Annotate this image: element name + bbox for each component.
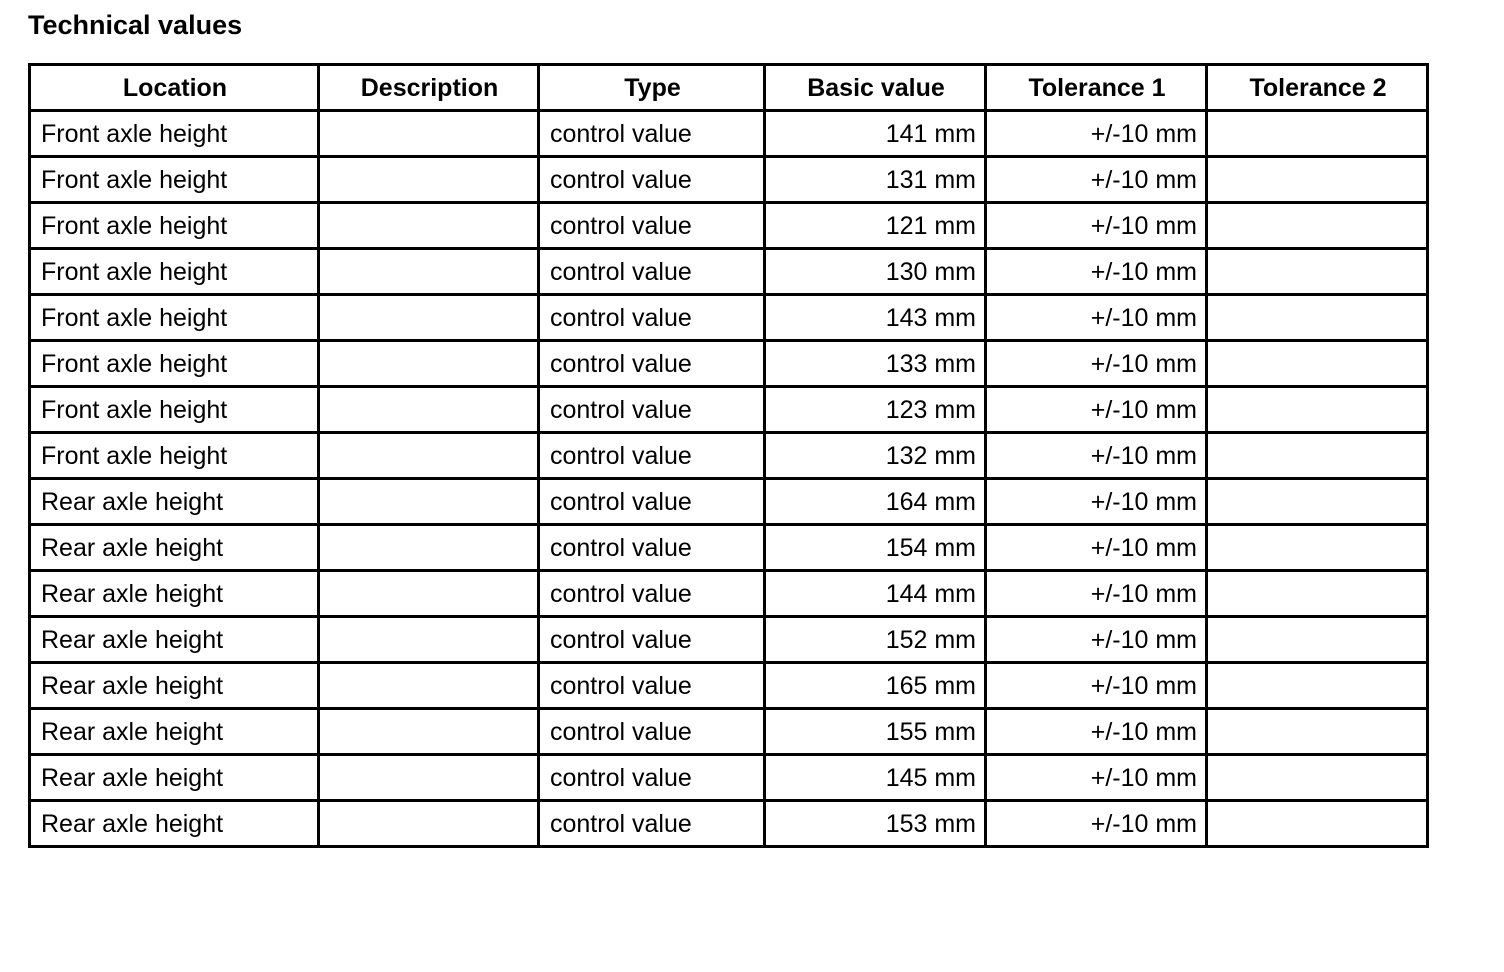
cell-description <box>319 387 539 433</box>
cell-description <box>319 617 539 663</box>
table-header <box>30 65 1428 111</box>
cell-tolerance-1: +/-10 mm <box>986 387 1207 433</box>
cell-location: Front axle height <box>30 249 319 295</box>
cell-type: control value <box>539 617 765 663</box>
header-description: Description <box>319 65 539 111</box>
cell-basic-value: 132 mm <box>765 433 986 479</box>
cell-location: Front axle height <box>30 433 319 479</box>
cell-basic-value: 155 mm <box>765 709 986 755</box>
cell-description <box>319 709 539 755</box>
cell-location: Rear axle height <box>30 525 319 571</box>
cell-basic-value: 154 mm <box>765 525 986 571</box>
cell-tolerance-2 <box>1207 249 1428 295</box>
cell-description <box>319 433 539 479</box>
cell-tolerance-2 <box>1207 203 1428 249</box>
table-row <box>30 157 1428 203</box>
cell-tolerance-1: +/-10 mm <box>986 479 1207 525</box>
table-row <box>30 755 1428 801</box>
cell-description <box>319 755 539 801</box>
cell-description <box>319 801 539 847</box>
cell-location: Front axle height <box>30 111 319 157</box>
cell-tolerance-2 <box>1207 525 1428 571</box>
cell-tolerance-2 <box>1207 709 1428 755</box>
cell-tolerance-1: +/-10 mm <box>986 709 1207 755</box>
cell-type: control value <box>539 525 765 571</box>
cell-description <box>319 249 539 295</box>
cell-type: control value <box>539 571 765 617</box>
table-row <box>30 203 1428 249</box>
cell-description <box>319 157 539 203</box>
cell-basic-value: 123 mm <box>765 387 986 433</box>
header-tolerance-1: Tolerance 1 <box>986 65 1207 111</box>
cell-basic-value: 164 mm <box>765 479 986 525</box>
cell-basic-value: 152 mm <box>765 617 986 663</box>
cell-basic-value: 121 mm <box>765 203 986 249</box>
table-row <box>30 433 1428 479</box>
cell-basic-value: 145 mm <box>765 755 986 801</box>
cell-type: control value <box>539 801 765 847</box>
cell-basic-value: 165 mm <box>765 663 986 709</box>
cell-description <box>319 295 539 341</box>
cell-basic-value: 144 mm <box>765 571 986 617</box>
cell-location: Front axle height <box>30 387 319 433</box>
cell-location: Front axle height <box>30 341 319 387</box>
cell-tolerance-1: +/-10 mm <box>986 433 1207 479</box>
cell-tolerance-2 <box>1207 157 1428 203</box>
cell-tolerance-1: +/-10 mm <box>986 801 1207 847</box>
cell-type: control value <box>539 249 765 295</box>
page-title: Technical values <box>28 10 243 40</box>
cell-basic-value: 153 mm <box>765 801 986 847</box>
cell-tolerance-2 <box>1207 433 1428 479</box>
cell-type: control value <box>539 203 765 249</box>
cell-description <box>319 571 539 617</box>
cell-tolerance-2 <box>1207 663 1428 709</box>
cell-description <box>319 341 539 387</box>
cell-type: control value <box>539 341 765 387</box>
cell-tolerance-1: +/-10 mm <box>986 341 1207 387</box>
cell-location: Rear axle height <box>30 801 319 847</box>
cell-tolerance-2 <box>1207 479 1428 525</box>
cell-location: Front axle height <box>30 157 319 203</box>
cell-type: control value <box>539 387 765 433</box>
cell-location: Rear axle height <box>30 755 319 801</box>
table-row <box>30 341 1428 387</box>
cell-tolerance-2 <box>1207 111 1428 157</box>
cell-tolerance-2 <box>1207 571 1428 617</box>
cell-tolerance-1: +/-10 mm <box>986 157 1207 203</box>
table-body <box>30 111 1428 847</box>
cell-type: control value <box>539 433 765 479</box>
table-row <box>30 249 1428 295</box>
cell-basic-value: 130 mm <box>765 249 986 295</box>
cell-tolerance-1: +/-10 mm <box>986 249 1207 295</box>
cell-description <box>319 525 539 571</box>
cell-tolerance-2 <box>1207 295 1428 341</box>
header-type: Type <box>539 65 765 111</box>
cell-basic-value: 141 mm <box>765 111 986 157</box>
header-location: Location <box>30 65 319 111</box>
cell-tolerance-1: +/-10 mm <box>986 755 1207 801</box>
cell-tolerance-2 <box>1207 387 1428 433</box>
cell-tolerance-1: +/-10 mm <box>986 663 1207 709</box>
cell-type: control value <box>539 295 765 341</box>
table-row <box>30 525 1428 571</box>
cell-tolerance-1: +/-10 mm <box>986 111 1207 157</box>
table-row <box>30 617 1428 663</box>
table-row <box>30 571 1428 617</box>
cell-tolerance-1: +/-10 mm <box>986 617 1207 663</box>
cell-type: control value <box>539 111 765 157</box>
cell-location: Rear axle height <box>30 709 319 755</box>
cell-location: Front axle height <box>30 203 319 249</box>
cell-type: control value <box>539 157 765 203</box>
cell-tolerance-2 <box>1207 755 1428 801</box>
cell-location: Rear axle height <box>30 617 319 663</box>
table-row <box>30 709 1428 755</box>
table-row <box>30 111 1428 157</box>
cell-tolerance-2 <box>1207 801 1428 847</box>
table-row <box>30 479 1428 525</box>
table-row <box>30 295 1428 341</box>
cell-type: control value <box>539 709 765 755</box>
cell-tolerance-1: +/-10 mm <box>986 525 1207 571</box>
table-row <box>30 663 1428 709</box>
cell-tolerance-2 <box>1207 341 1428 387</box>
header-tolerance-2: Tolerance 2 <box>1207 65 1428 111</box>
cell-basic-value: 131 mm <box>765 157 986 203</box>
cell-tolerance-1: +/-10 mm <box>986 571 1207 617</box>
cell-type: control value <box>539 663 765 709</box>
table-row <box>30 387 1428 433</box>
header-basic-value: Basic value <box>765 65 986 111</box>
cell-description <box>319 111 539 157</box>
cell-type: control value <box>539 755 765 801</box>
cell-tolerance-2 <box>1207 617 1428 663</box>
cell-description <box>319 663 539 709</box>
cell-tolerance-1: +/-10 mm <box>986 295 1207 341</box>
header-row <box>30 65 1428 111</box>
technical-values-table <box>28 63 1429 848</box>
cell-description <box>319 203 539 249</box>
cell-type: control value <box>539 479 765 525</box>
cell-description <box>319 479 539 525</box>
cell-location: Rear axle height <box>30 663 319 709</box>
cell-location: Front axle height <box>30 295 319 341</box>
table-row <box>30 801 1428 847</box>
cell-basic-value: 143 mm <box>765 295 986 341</box>
cell-tolerance-1: +/-10 mm <box>986 203 1207 249</box>
cell-location: Rear axle height <box>30 479 319 525</box>
cell-basic-value: 133 mm <box>765 341 986 387</box>
cell-location: Rear axle height <box>30 571 319 617</box>
